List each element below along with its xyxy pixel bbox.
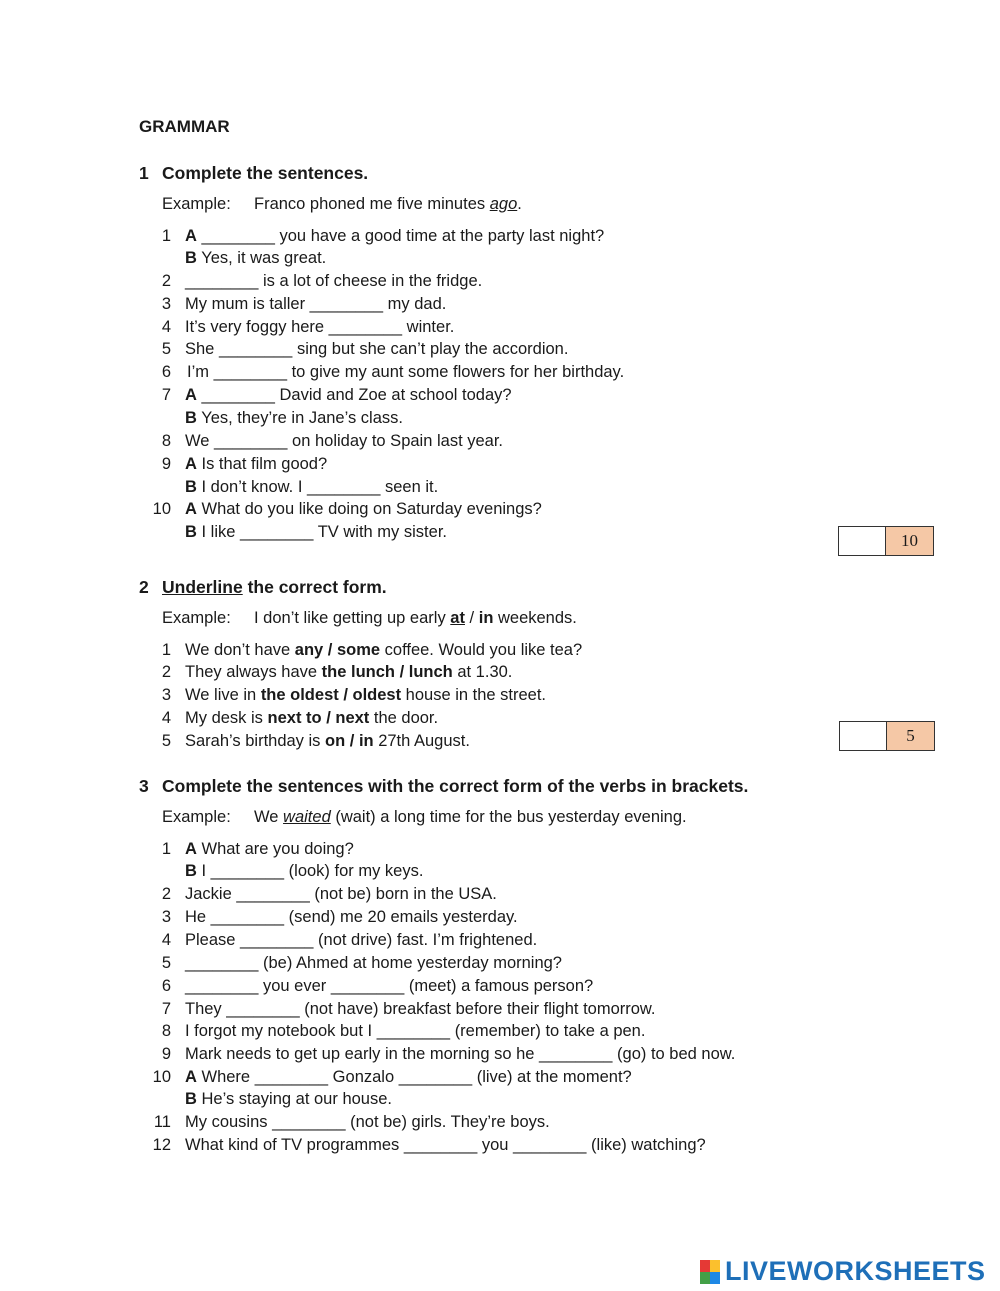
item-number: 6 (161, 363, 171, 381)
score-input[interactable] (840, 722, 887, 750)
item-text: We live in the oldest / oldest house in the street. (185, 686, 547, 704)
item-text: B I ________ (look) for my keys. (185, 862, 424, 880)
example-end: (wait) a long time for the bus yesterday evening. (330, 808, 687, 826)
example-text: We (254, 808, 284, 826)
example-label: Example: (162, 609, 231, 627)
section-2-example (162, 609, 577, 628)
item-text: ________ (be) Ahmed at home yesterday morning? (185, 954, 562, 972)
item-text: B He’s staying at our house. (185, 1090, 392, 1108)
score-total: 10 (886, 527, 933, 555)
example-answer: ago (489, 195, 518, 213)
item-text: I’m ________ to give my aunt some flowers for her birthday. (187, 363, 625, 381)
section-2-score-box (839, 721, 935, 751)
item-number: 1 (161, 641, 171, 659)
item-text: We don’t have any / some coffee. Would you like tea? (185, 641, 583, 659)
item-text: Jackie ________ (not be) born in the USA. (185, 885, 497, 903)
example-answer: at (450, 609, 465, 627)
item-number: 7 (161, 386, 171, 404)
section-number: 2 (139, 577, 149, 597)
example-text: Franco phoned me five minutes (254, 195, 490, 213)
item-number: 5 (161, 340, 171, 358)
item-text: A Where ________ Gonzalo ________ (live) at the moment? (185, 1068, 632, 1086)
item-text: B Yes, they’re in Jane’s class. (185, 409, 403, 427)
item-text: I forgot my notebook but I ________ (remember) to take a pen. (185, 1022, 646, 1040)
item-number: 6 (161, 977, 171, 995)
logo-text: LIVEWORKSHEETS (725, 1256, 986, 1286)
item-number: 3 (161, 686, 171, 704)
item-number: 1 (161, 840, 171, 858)
item-number: 4 (161, 709, 171, 727)
section-title: Complete the sentences. (162, 163, 369, 183)
item-text: What kind of TV programmes ________ you ________ (like) watching? (185, 1136, 706, 1154)
item-text: ________ you ever ________ (meet) a famous person? (185, 977, 594, 995)
score-total: 5 (887, 722, 934, 750)
item-text: My desk is next to / next the door. (185, 709, 439, 727)
item-number: 2 (161, 663, 171, 681)
item-number: 4 (161, 318, 171, 336)
item-text: They always have the lunch / lunch at 1.30. (185, 663, 513, 681)
item-number: 2 (161, 885, 171, 903)
item-number: 9 (161, 1045, 171, 1063)
item-text: B I don’t know. I ________ seen it. (185, 478, 439, 496)
section-number: 3 (139, 776, 149, 796)
item-text: My cousins ________ (not be) girls. They’re boys. (185, 1113, 550, 1131)
liveworksheets-logo (700, 1256, 986, 1287)
example-option: in (478, 609, 494, 627)
item-text: A What are you doing? (185, 840, 354, 858)
item-number: 7 (161, 1000, 171, 1018)
logo-cube-icon (700, 1260, 720, 1284)
example-label: Example: (162, 808, 231, 826)
section-number: 1 (139, 163, 149, 183)
item-text: He ________ (send) me 20 emails yesterday. (185, 908, 518, 926)
item-number: 3 (161, 908, 171, 926)
example-label: Example: (162, 195, 231, 213)
item-text: A ________ you have a good time at the party last night? (185, 227, 605, 245)
item-text: They ________ (not have) breakfast before their flight tomorrow. (185, 1000, 656, 1018)
item-text: A What do you like doing on Saturday evenings? (185, 500, 542, 518)
item-text: It’s very foggy here ________ winter. (185, 318, 455, 336)
item-text: We ________ on holiday to Spain last year. (185, 432, 504, 450)
section-1-heading (139, 163, 368, 184)
item-text: B Yes, it was great. (185, 249, 327, 267)
item-number: 4 (161, 931, 171, 949)
section-3-example (162, 808, 687, 827)
item-number: 9 (161, 455, 171, 473)
item-number: 3 (161, 295, 171, 313)
item-number: 1 (161, 227, 171, 245)
example-answer: waited (283, 808, 331, 826)
item-number: 5 (161, 954, 171, 972)
item-number: 12 (152, 1136, 171, 1154)
item-text: My mum is taller ________ my dad. (185, 295, 447, 313)
section-title-underlined: Underline (162, 577, 243, 597)
item-text: Mark needs to get up early in the morning so he ________ (go) to bed now. (185, 1045, 736, 1063)
score-input[interactable] (839, 527, 886, 555)
section-3-heading (139, 776, 748, 797)
item-text: Sarah’s birthday is on / in 27th August. (185, 732, 470, 750)
item-text: Please ________ (not drive) fast. I’m frightened. (185, 931, 538, 949)
item-text: A Is that film good? (185, 455, 328, 473)
item-number: 2 (161, 272, 171, 290)
item-number: 8 (161, 1022, 171, 1040)
page-title: GRAMMAR (139, 117, 230, 136)
section-title: Complete the sentences with the correct form of the verbs in brackets. (162, 776, 749, 796)
example-text: I don’t like getting up early (254, 609, 451, 627)
example-end: weekends. (493, 609, 577, 627)
item-number: 8 (161, 432, 171, 450)
section-title: the correct form. (242, 577, 387, 597)
item-text: B I like ________ TV with my sister. (185, 523, 447, 541)
section-2-heading (139, 577, 387, 598)
item-number: 5 (161, 732, 171, 750)
item-number: 11 (153, 1113, 171, 1131)
item-text: ________ is a lot of cheese in the fridge. (185, 272, 483, 290)
item-text: A ________ David and Zoe at school today? (185, 386, 512, 404)
item-text: She ________ sing but she can’t play the accordion. (185, 340, 569, 358)
section-1-example (162, 195, 522, 214)
item-number: 10 (152, 500, 171, 518)
example-separator: / (464, 609, 479, 627)
section-1-score-box (838, 526, 934, 556)
item-number: 10 (152, 1068, 171, 1086)
example-end: . (517, 195, 522, 213)
